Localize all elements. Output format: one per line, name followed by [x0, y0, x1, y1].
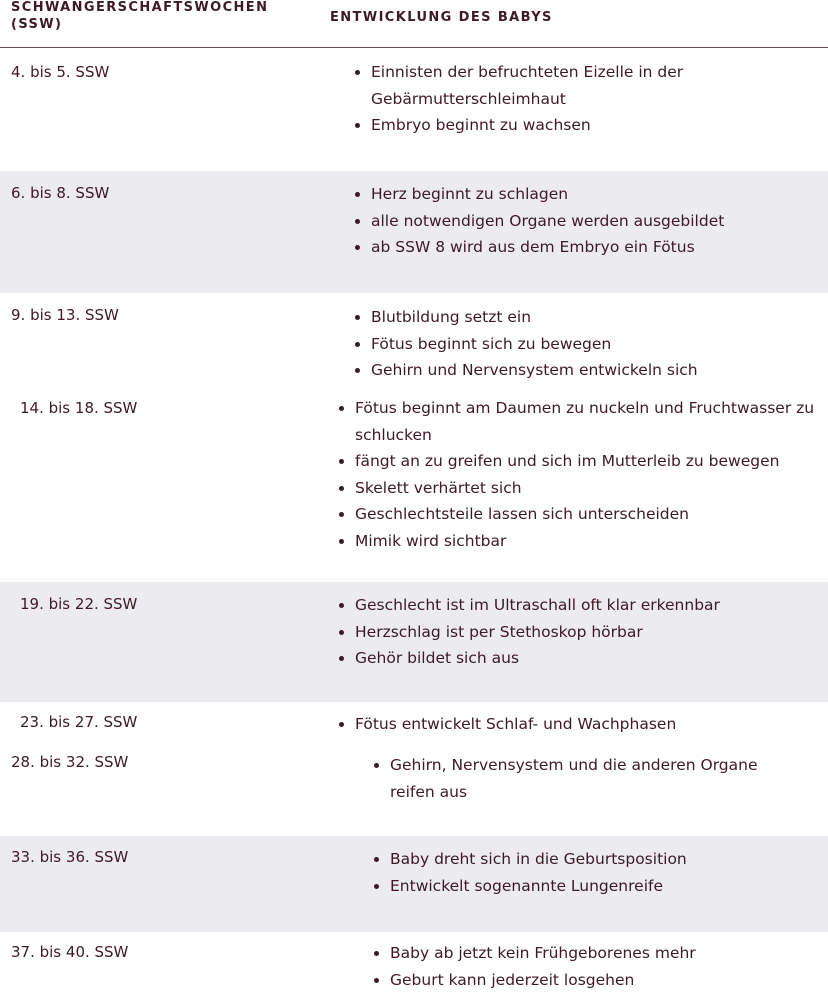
- development-list: [373, 846, 813, 899]
- week-range: 23. bis 27. SSW: [20, 712, 137, 732]
- development-list: [338, 395, 823, 554]
- table-row: [0, 293, 828, 386]
- week-range: 19. bis 22. SSW: [20, 594, 137, 614]
- header-weeks: SCHWANGERSCHAFTSWOCHEN (SSW): [11, 0, 311, 33]
- list-item: Fötus entwickelt Schlaf- und Wachphasen: [338, 711, 823, 738]
- development-list: [373, 940, 813, 993]
- table-row: [0, 702, 828, 742]
- week-range: 37. bis 40. SSW: [11, 942, 128, 962]
- list-item: ab SSW 8 wird aus dem Embryo ein Fötus: [354, 234, 814, 261]
- table-row: [0, 386, 828, 582]
- table-row: [0, 49, 828, 171]
- development-list: [338, 592, 823, 672]
- list-item: Baby ab jetzt kein Frühgeborenes mehr: [373, 940, 813, 967]
- list-item: Skelett verhärtet sich: [338, 475, 823, 502]
- list-item: alle notwendigen Organe werden ausgebildet: [354, 208, 814, 235]
- development-list: [373, 752, 793, 805]
- table-row: [0, 932, 828, 989]
- list-item: Einnisten der befruchteten Eizelle in der Gebärmutterschleimhaut: [354, 59, 734, 112]
- week-range: 14. bis 18. SSW: [20, 398, 137, 418]
- list-item: Herzschlag ist per Stethoskop hörbar: [338, 619, 823, 646]
- week-range: 9. bis 13. SSW: [11, 305, 119, 325]
- list-item: Fötus beginnt am Daumen zu nuckeln und Fruchtwasser zu schlucken: [338, 395, 823, 448]
- list-item: Herz beginnt zu schlagen: [354, 181, 814, 208]
- week-range: 33. bis 36. SSW: [11, 847, 128, 867]
- list-item: Entwickelt sogenannte Lungenreife: [373, 873, 813, 900]
- list-item: Embryo beginnt zu wachsen: [354, 112, 734, 139]
- week-range: 6. bis 8. SSW: [11, 183, 109, 203]
- list-item: Mimik wird sichtbar: [338, 528, 823, 555]
- list-item: Gehör bildet sich aus: [338, 645, 823, 672]
- list-item: Geburt kann jederzeit losgehen: [373, 967, 813, 993]
- list-item: Geschlechtsteile lassen sich unterscheiden: [338, 501, 823, 528]
- list-item: Fötus beginnt sich zu bewegen: [354, 331, 814, 358]
- table-row: [0, 582, 828, 702]
- header-development: ENTWICKLUNG DES BABYS: [330, 9, 790, 26]
- development-list: [354, 304, 814, 384]
- development-list: [354, 181, 814, 261]
- table-header: [0, 0, 828, 48]
- list-item: Gehirn und Nervensystem entwickeln sich: [354, 357, 814, 384]
- list-item: Geschlecht ist im Ultraschall oft klar erkennbar: [338, 592, 823, 619]
- week-range: 4. bis 5. SSW: [11, 62, 109, 82]
- week-range: 28. bis 32. SSW: [11, 752, 128, 772]
- list-item: Baby dreht sich in die Geburtsposition: [373, 846, 813, 873]
- development-list: [338, 711, 823, 738]
- table-row: [0, 836, 828, 932]
- list-item: Gehirn, Nervensystem und die anderen Organe reifen aus: [373, 752, 793, 805]
- table-row: [0, 742, 828, 836]
- table-row: [0, 171, 828, 293]
- development-list: [354, 59, 734, 139]
- list-item: Blutbildung setzt ein: [354, 304, 814, 331]
- list-item: fängt an zu greifen und sich im Mutterleib zu bewegen: [338, 448, 823, 475]
